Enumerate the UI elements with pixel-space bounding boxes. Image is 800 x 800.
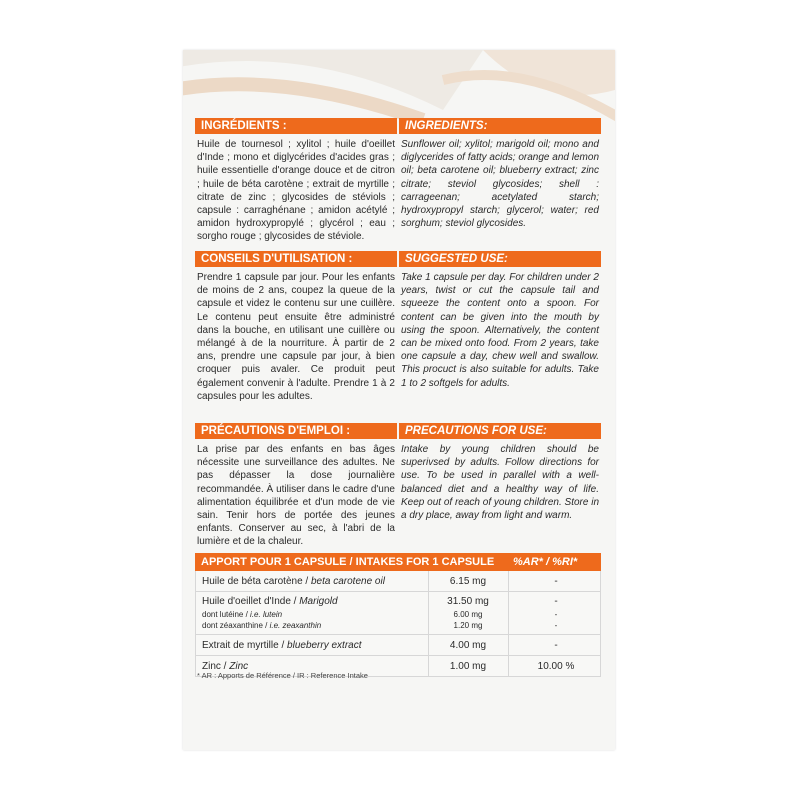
precautions-en-section — [399, 423, 601, 522]
table-footnote: * AR : Apports de Référence / IR : Reference Intake — [197, 671, 368, 680]
sub-row-ri: - — [554, 621, 558, 630]
row-amount: 6.15 mg — [449, 576, 487, 587]
precautions-fr-text: La prise par des enfants en bas âges nécessite une surveillance des adultes. Ne pas dépasser la dose journalière recommandée. À utiliser dans le cadre d'une alimentation équilibrée et d'un mode de vie sain. Tenir hors de portée des jeunes enfants. Conserver au sec, à l'abri de la lumière et de la chaleur. — [197, 444, 395, 548]
precautions-en-title: PRECAUTIONS FOR USE: — [399, 423, 601, 439]
ingredients-fr-title: INGRÉDIENTS : — [195, 118, 397, 134]
row-ri: 10.00 % — [537, 661, 575, 672]
row-label: Huile de béta carotène / beta carotene oil — [202, 576, 385, 587]
table-row — [195, 592, 601, 635]
row-label: Extrait de myrtille / blueberry extract — [202, 640, 362, 651]
row-ri: - — [554, 640, 558, 651]
usage-en-section — [399, 251, 601, 390]
sub-row-amount: 1.20 mg — [453, 621, 483, 630]
row-ri: - — [554, 596, 558, 607]
supplement-label-panel — [183, 50, 615, 750]
intake-table — [195, 553, 601, 677]
usage-en-text: Take 1 capsule per day. For children under 2 years, twist or cut the capsule tail and squeeze the content onto a spoon. For content can be given into the mouth by using the spoon. Alternatively, the content can be mixed onto food. From 2 years, take one capsule a day, chew well and swallow. This procuct is also suitable for adults. Take 1 to 2 softgels for adults. — [401, 272, 599, 389]
sub-row-amount: 6.00 mg — [453, 610, 483, 619]
precautions-en-text: Intake by young children should be superivsed by adults. Follow directions for use. To be used in parallel with a well-balanced diet and a healthy way of life. Keep out of reach of young children. Store in a dry place, away from light and warm. — [401, 444, 599, 522]
usage-fr-title: CONSEILS D'UTILISATION : — [195, 251, 397, 267]
row-amount: 1.00 mg — [449, 661, 487, 672]
sub-row-ri: - — [554, 610, 558, 619]
sub-row-label: dont lutéine / i.e. lutein — [202, 610, 283, 619]
usage-fr-text: Prendre 1 capsule par jour. Pour les enfants de moins de 2 ans, coupez la queue de la capsule et videz le contenu sur une cuillère. Le contenu peut ensuite être administré dans la bouche, en utilisant une cuillère ou mélangé à de la nourriture. À partir de 2 ans, prendre une capsule par jour, à bien croquer puis avaler. Ce produit peut également convenir à l'adulte. Prendre 1 à 2 capsules pour les adultes. — [197, 272, 395, 402]
usage-fr-section — [195, 251, 397, 403]
intake-table-header-label: APPORT POUR 1 CAPSULE / INTAKES FOR 1 CAPSULE — [201, 556, 495, 568]
intake-table-header-ri: %AR* / %RI* — [513, 556, 578, 568]
row-label: Zinc / Zinc — [202, 661, 249, 672]
row-amount: 4.00 mg — [449, 640, 487, 651]
row-label: Huile d'oeillet d'Inde / Marigold — [202, 596, 338, 607]
table-row — [195, 571, 601, 592]
intake-table-header — [195, 553, 601, 571]
row-ri: - — [554, 576, 558, 587]
usage-en-title: SUGGESTED USE: — [399, 251, 601, 267]
row-amount: 31.50 mg — [447, 596, 489, 607]
ingredients-en-title: INGREDIENTS: — [399, 118, 601, 134]
precautions-fr-section — [195, 423, 397, 549]
ingredients-en-text: Sunflower oil; xylitol; marigold oil; mono and diglycerides of fatty acids; orange and lemon oil; beta carotene oil; blueberry extract; zinc citrate; steviol glycosides; shell : carrageenan; acetylated starch; hydroxypropyl starch; glycerol; water; red sorghum; steviol glycosides. — [401, 139, 599, 230]
sub-row-label: dont zéaxanthine / i.e. zeaxanthin — [202, 621, 322, 630]
ingredients-fr-section — [195, 118, 397, 244]
ingredients-fr-text: Huile de tournesol ; xylitol ; huile d'oeillet d'Inde ; mono et diglycérides d'acides gras ; huile essentielle d'orange douce et de citron ; huile de béta carotène ; extrait de myrtille ; citrate de zinc ; glycosides de stéviols ; capsule : carraghénane ; amidon acétylé ; amidon hydroxypropylé ; glycérol ; eau ; sorgho rouge ; glycosides de stéviole. — [197, 139, 395, 243]
table-row — [195, 635, 601, 656]
precautions-fr-title: PRÉCAUTIONS D'EMPLOI : — [195, 423, 397, 439]
ingredients-en-section — [399, 118, 601, 230]
